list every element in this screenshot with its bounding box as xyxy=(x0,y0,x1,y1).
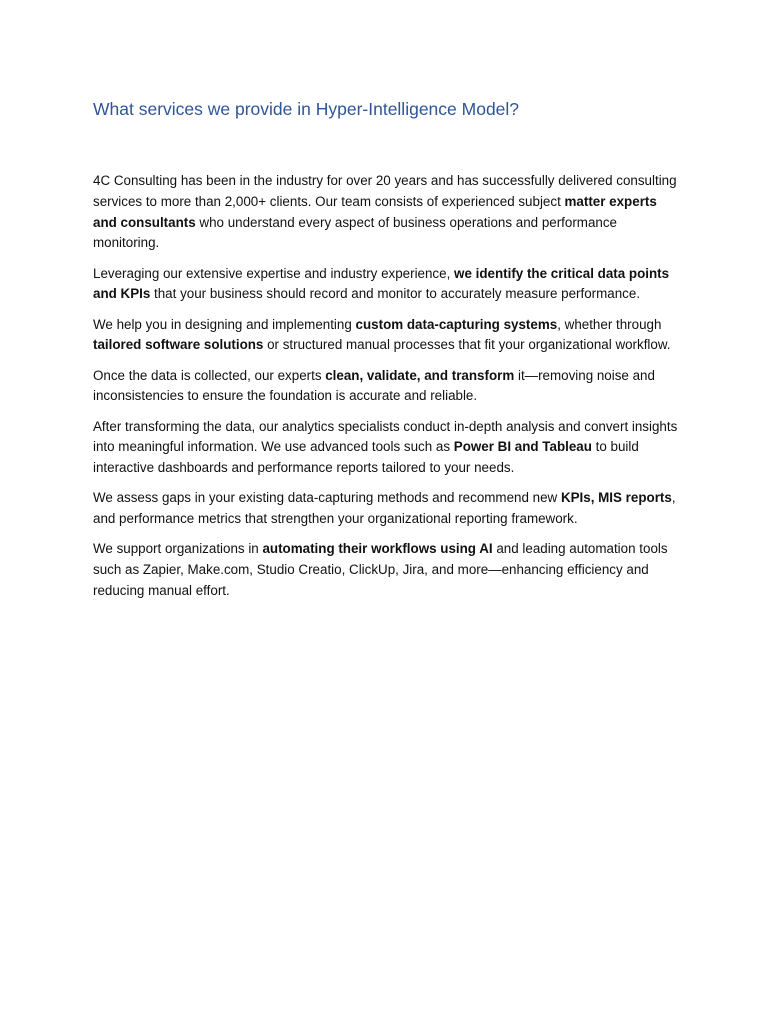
text-run: After transforming the data, our analytics specialists conduct in-depth analysis and convert insights into meaningful information. We use advanced tools such as xyxy=(93,418,678,455)
bold-text-run: automating their workflows using AI xyxy=(262,541,493,557)
paragraph-automation xyxy=(93,539,683,601)
text-run: that your business should record and monitor to accurately measure performance. xyxy=(150,286,641,302)
text-run: We help you in designing and implementing xyxy=(93,316,356,332)
text-run: it—removing noise and inconsistencies to ensure the foundation is accurate and reliable. xyxy=(93,367,655,404)
paragraph-gap-assessment xyxy=(93,488,683,530)
text-run: Once the data is collected, our experts xyxy=(93,367,326,383)
paragraph-data-cleaning xyxy=(93,366,683,408)
bold-text-run: KPIs, MIS reports xyxy=(560,490,672,506)
bold-text-run: tailored software solutions xyxy=(93,337,264,353)
text-run: , and performance metrics that strengthen your organizational reporting framework. xyxy=(93,490,676,527)
text-run: Leveraging our extensive expertise and industry experience, xyxy=(93,265,455,281)
paragraph-analytics xyxy=(93,417,683,479)
bold-text-run: custom data-capturing systems xyxy=(355,316,558,332)
text-run: 4C Consulting has been in the industry for over 20 years and has successfully delivered consulting services to more than 2,000+ clients. Our team consists of experienced subject xyxy=(93,173,677,209)
document-page xyxy=(93,97,683,611)
text-run: and leading automation tools such as Zapier, Make.com, Studio Creatio, ClickUp, Jira, and more—enhancing efficiency and reducing manual effort. xyxy=(93,541,668,598)
text-run: We assess gaps in your existing data-capturing methods and recommend new xyxy=(93,490,561,506)
text-run: or structured manual processes that fit your organizational workflow. xyxy=(263,337,671,353)
bold-text-run: matter experts and consultants xyxy=(93,193,657,230)
bold-text-run: we identify the critical data points and KPIs xyxy=(93,265,670,302)
paragraph-kpi-identification xyxy=(93,264,683,306)
text-run: We support organizations in xyxy=(93,541,263,557)
paragraph-data-capturing xyxy=(93,315,683,357)
bold-text-run: Power BI and Tableau xyxy=(453,439,592,455)
text-run: who understand every aspect of business operations and performance monitoring. xyxy=(93,214,618,251)
bold-text-run: clean, validate, and transform xyxy=(325,367,515,383)
text-run: to build interactive dashboards and performance reports tailored to your needs. xyxy=(93,439,639,476)
body-text xyxy=(93,171,683,602)
paragraph-experience xyxy=(93,171,683,254)
text-run: , whether through xyxy=(557,316,662,332)
page-heading: What services we provide in Hyper-Intelligence Model? xyxy=(93,99,520,119)
